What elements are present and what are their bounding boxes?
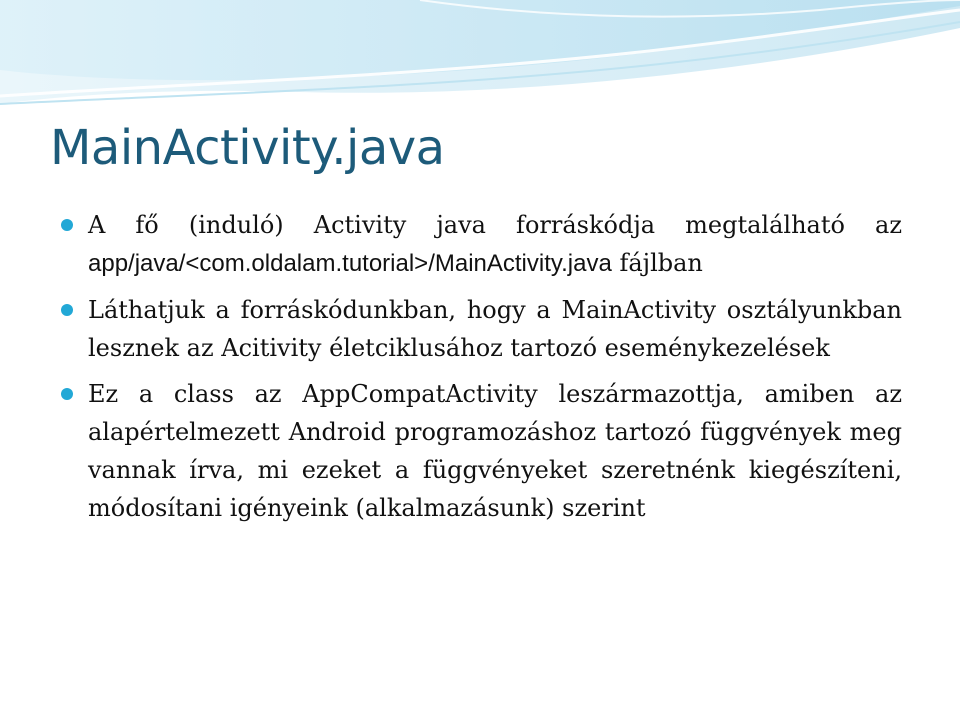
bullet-text: A fő (induló) Activity java forráskódja megtalálható az: [88, 211, 902, 239]
bullet-text: Láthatjuk a forráskódunkban, hogy a MainActivity osztályunkban lesznek az Acitivity életciklusához tartozó eseménykezelések: [88, 296, 902, 362]
header-wave-decoration: [0, 0, 960, 130]
bullet-dot-icon: [61, 388, 73, 400]
bullet-item: [88, 375, 902, 527]
bullet-list: [88, 206, 902, 535]
bullet-text: Ez a class az AppCompatActivity leszármazottja, amiben az alapértelmezett Android programozáshoz tartozó függvények meg vannak írva, mi ezeket a függvényeket szeretnénk kiegészíteni, módosítani igényeink (alkalmazásunk) szerint: [88, 380, 902, 522]
slide-title: MainActivity.java: [50, 120, 445, 176]
bullet-dot-icon: [61, 304, 73, 316]
bullet-item: [88, 206, 902, 283]
bullet-text-end: fájlban: [611, 249, 703, 277]
bullet-dot-icon: [61, 219, 73, 231]
file-path-text: app/java/<com.oldalam.tutorial>/MainActivity.java: [88, 250, 612, 277]
bullet-item: [88, 291, 902, 367]
